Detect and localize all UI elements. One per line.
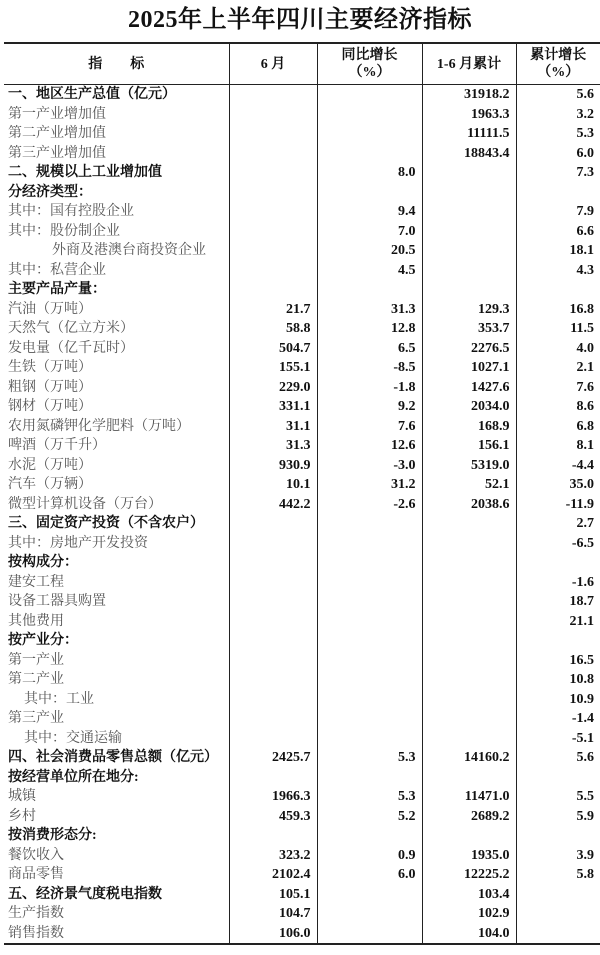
table-row <box>4 378 600 398</box>
table-row <box>4 768 600 788</box>
header-cumulative-growth <box>516 43 600 85</box>
cumulative-value: 52.1 <box>422 475 516 495</box>
table-row <box>4 865 600 885</box>
cumulative-value: 102.9 <box>422 904 516 924</box>
cumulative-growth-value: 5.8 <box>516 865 600 885</box>
header-cum-growth-unit: （%） <box>537 65 580 80</box>
table-row <box>4 670 600 690</box>
cumulative-value: 129.3 <box>422 300 516 320</box>
june-value: 1966.3 <box>229 787 317 807</box>
row-label: 其中：国有控股企业 <box>8 204 134 219</box>
table-row <box>4 631 600 651</box>
cumulative-growth-value <box>516 826 600 846</box>
row-label: 其中：房地产开发投资 <box>8 535 148 551</box>
june-value: 105.1 <box>229 885 317 905</box>
cumulative-growth-value: -6.5 <box>516 534 600 554</box>
row-label: 一、地区生产总值（亿元） <box>8 87 176 102</box>
table-row <box>4 105 600 125</box>
row-label: 四、社会消费品零售总额（亿元） <box>8 750 218 765</box>
cumulative-value <box>422 163 516 183</box>
cumulative-growth-value: 16.5 <box>516 651 600 671</box>
cumulative-value <box>422 241 516 261</box>
june-value: 58.8 <box>229 319 317 339</box>
june-value <box>229 261 317 281</box>
june-value <box>229 280 317 300</box>
row-label: 销售指数 <box>4 924 229 945</box>
yoy-growth-value <box>317 183 422 203</box>
yoy-growth-value <box>317 768 422 788</box>
cumulative-value <box>422 690 516 710</box>
yoy-growth-value <box>317 553 422 573</box>
row-label: 微型计算机设备（万台） <box>8 496 162 512</box>
june-value <box>229 105 317 125</box>
row-label: 汽油（万吨） <box>8 301 92 317</box>
cumulative-growth-value: 2.7 <box>516 514 600 534</box>
row-label: 设备工器具购置 <box>8 594 106 609</box>
row-label: 其中：工业 <box>24 691 94 707</box>
cumulative-value <box>422 826 516 846</box>
row-label: 第二产业 <box>8 672 64 687</box>
row-label: 农用氮磷钾化学肥料（万吨） <box>8 418 190 434</box>
cumulative-value <box>422 222 516 242</box>
table-row <box>4 397 600 417</box>
yoy-growth-value <box>317 592 422 612</box>
cumulative-value: 5319.0 <box>422 456 516 476</box>
table-row <box>4 651 600 671</box>
yoy-growth-value: 20.5 <box>317 241 422 261</box>
cumulative-growth-value: 10.8 <box>516 670 600 690</box>
june-value <box>229 124 317 144</box>
table-row <box>4 222 600 242</box>
cumulative-value: 104.0 <box>422 924 516 945</box>
june-value: 155.1 <box>229 358 317 378</box>
cumulative-value: 11471.0 <box>422 787 516 807</box>
table-row <box>4 475 600 495</box>
june-value <box>229 651 317 671</box>
cumulative-value: 18843.4 <box>422 144 516 164</box>
cumulative-value <box>422 612 516 632</box>
june-value <box>229 241 317 261</box>
june-value <box>229 612 317 632</box>
yoy-growth-value: 0.9 <box>317 846 422 866</box>
yoy-growth-value: 9.2 <box>317 397 422 417</box>
yoy-growth-value <box>317 514 422 534</box>
cumulative-value <box>422 768 516 788</box>
cumulative-growth-value: -1.6 <box>516 573 600 593</box>
table-row <box>4 534 600 554</box>
cumulative-value: 1963.3 <box>422 105 516 125</box>
row-label: 五、经济景气度税电指数 <box>8 886 162 902</box>
row-label: 三、固定资产投资（不含农户） <box>8 516 204 531</box>
row-label: 其中：股份制企业 <box>8 223 120 239</box>
row-label: 城镇 <box>8 789 36 804</box>
table-row <box>4 592 600 612</box>
cumulative-value <box>422 202 516 222</box>
june-value <box>229 709 317 729</box>
table-row <box>4 144 600 164</box>
cumulative-growth-value <box>516 885 600 905</box>
header-cumulative <box>422 43 516 85</box>
table-row <box>4 924 600 945</box>
june-value <box>229 202 317 222</box>
row-label: 粗钢（万吨） <box>8 379 92 395</box>
june-value <box>229 85 317 105</box>
cumulative-growth-value: 6.8 <box>516 417 600 437</box>
row-label: 水泥（万吨） <box>8 457 92 473</box>
economic-indicators-table <box>4 42 600 945</box>
row-label: 按构成分： <box>8 555 78 570</box>
table-row <box>4 514 600 534</box>
header-cumulative-label: 1-6 月累计 <box>436 56 502 72</box>
cumulative-growth-value <box>516 924 600 945</box>
cumulative-value <box>422 670 516 690</box>
table-row <box>4 748 600 768</box>
yoy-growth-value <box>317 85 422 105</box>
cumulative-growth-value: 5.9 <box>516 807 600 827</box>
cumulative-growth-value: 11.5 <box>516 319 600 339</box>
cumulative-growth-value: -4.4 <box>516 456 600 476</box>
yoy-growth-value: 5.3 <box>317 748 422 768</box>
yoy-growth-value: 4.5 <box>317 261 422 281</box>
yoy-growth-value: -2.6 <box>317 495 422 515</box>
yoy-growth-value: 9.4 <box>317 202 422 222</box>
header-june-label: 6 月 <box>260 56 286 72</box>
table-row <box>4 709 600 729</box>
yoy-growth-value: 6.5 <box>317 339 422 359</box>
row-label: 商品零售 <box>8 867 64 882</box>
cumulative-growth-value: 7.9 <box>516 202 600 222</box>
yoy-growth-value: -1.8 <box>317 378 422 398</box>
row-label: 按产业分： <box>8 633 78 648</box>
yoy-growth-value <box>317 670 422 690</box>
cumulative-growth-value: 2.1 <box>516 358 600 378</box>
yoy-growth-value <box>317 729 422 749</box>
june-value: 104.7 <box>229 904 317 924</box>
table-row <box>4 787 600 807</box>
yoy-growth-value <box>317 904 422 924</box>
cumulative-growth-value: 5.3 <box>516 124 600 144</box>
row-label: 生产指数 <box>8 906 64 921</box>
yoy-growth-value: 31.3 <box>317 300 422 320</box>
june-value: 331.1 <box>229 397 317 417</box>
cumulative-value <box>422 709 516 729</box>
cumulative-growth-value <box>516 280 600 300</box>
table-row <box>4 436 600 456</box>
header-yoy-label: 同比增长 <box>341 48 398 63</box>
table-row <box>4 241 600 261</box>
cumulative-growth-value: 3.9 <box>516 846 600 866</box>
table-row <box>4 202 600 222</box>
cumulative-value <box>422 183 516 203</box>
cumulative-growth-value: 7.6 <box>516 378 600 398</box>
yoy-growth-value: 5.3 <box>317 787 422 807</box>
cumulative-value: 168.9 <box>422 417 516 437</box>
june-value <box>229 534 317 554</box>
row-label: 第三产业 <box>8 711 64 726</box>
june-value: 504.7 <box>229 339 317 359</box>
yoy-growth-value <box>317 534 422 554</box>
row-label: 其中：私营企业 <box>8 262 106 278</box>
table-row <box>4 456 600 476</box>
june-value <box>229 768 317 788</box>
cumulative-growth-value <box>516 768 600 788</box>
table-row <box>4 807 600 827</box>
cumulative-value <box>422 631 516 651</box>
cumulative-value: 353.7 <box>422 319 516 339</box>
row-label: 啤酒（万千升） <box>8 438 106 453</box>
cumulative-growth-value: 4.3 <box>516 261 600 281</box>
yoy-growth-value <box>317 826 422 846</box>
june-value <box>229 690 317 710</box>
yoy-growth-value <box>317 709 422 729</box>
cumulative-value: 31918.2 <box>422 85 516 105</box>
june-value <box>229 826 317 846</box>
table-row <box>4 183 600 203</box>
yoy-growth-value <box>317 924 422 945</box>
yoy-growth-value <box>317 124 422 144</box>
table-row <box>4 358 600 378</box>
row-label: 二、规模以上工业增加值 <box>8 165 162 180</box>
cumulative-value <box>422 280 516 300</box>
table-row <box>4 280 600 300</box>
june-value <box>229 729 317 749</box>
row-label: 餐饮收入 <box>8 847 64 863</box>
table-body <box>4 85 600 945</box>
cumulative-growth-value <box>516 631 600 651</box>
june-value: 459.3 <box>229 807 317 827</box>
june-value <box>229 163 317 183</box>
table-row <box>4 124 600 144</box>
row-label: 第二产业增加值 <box>8 126 106 141</box>
cumulative-growth-value: 35.0 <box>516 475 600 495</box>
yoy-growth-value: 7.6 <box>317 417 422 437</box>
june-value <box>229 670 317 690</box>
table-row <box>4 690 600 710</box>
table-row <box>4 573 600 593</box>
june-value: 442.2 <box>229 495 317 515</box>
cumulative-growth-value: 8.1 <box>516 436 600 456</box>
cumulative-value: 2038.6 <box>422 495 516 515</box>
row-label: 钢材（万吨） <box>8 399 92 414</box>
yoy-growth-value <box>317 885 422 905</box>
cumulative-value <box>422 729 516 749</box>
table-row <box>4 85 600 105</box>
row-label: 其他费用 <box>8 613 64 629</box>
cumulative-value <box>422 261 516 281</box>
yoy-growth-value <box>317 690 422 710</box>
june-value: 21.7 <box>229 300 317 320</box>
table-row <box>4 826 600 846</box>
row-label: 外商及港澳台商投资企业 <box>52 243 206 258</box>
cumulative-growth-value: 6.6 <box>516 222 600 242</box>
table-row <box>4 885 600 905</box>
cumulative-value <box>422 651 516 671</box>
cumulative-growth-value: 7.3 <box>516 163 600 183</box>
row-label: 其中：交通运输 <box>24 730 122 746</box>
cumulative-growth-value: 10.9 <box>516 690 600 710</box>
header-indicator <box>4 43 229 85</box>
cumulative-growth-value: 6.0 <box>516 144 600 164</box>
cumulative-growth-value: 3.2 <box>516 105 600 125</box>
header-indicator-label: 指 标 <box>88 56 145 72</box>
yoy-growth-value <box>317 612 422 632</box>
june-value <box>229 144 317 164</box>
june-value <box>229 222 317 242</box>
yoy-growth-value <box>317 631 422 651</box>
cumulative-value <box>422 534 516 554</box>
yoy-growth-value: 12.6 <box>317 436 422 456</box>
cumulative-growth-value <box>516 553 600 573</box>
cumulative-value <box>422 592 516 612</box>
yoy-growth-value <box>317 144 422 164</box>
cumulative-growth-value: 5.6 <box>516 85 600 105</box>
cumulative-value: 12225.2 <box>422 865 516 885</box>
cumulative-value: 2034.0 <box>422 397 516 417</box>
cumulative-growth-value: -5.1 <box>516 729 600 749</box>
row-label: 按经营单位所在地分: <box>8 769 139 785</box>
row-label: 生铁（万吨） <box>8 360 92 375</box>
june-value: 31.1 <box>229 417 317 437</box>
cumulative-value: 1027.1 <box>422 358 516 378</box>
table-row <box>4 846 600 866</box>
june-value <box>229 514 317 534</box>
yoy-growth-value <box>317 651 422 671</box>
cumulative-value: 14160.2 <box>422 748 516 768</box>
table-row <box>4 729 600 749</box>
row-label: 汽车（万辆） <box>8 477 92 492</box>
header-yoy-unit: （%） <box>348 65 391 80</box>
cumulative-growth-value <box>516 904 600 924</box>
yoy-growth-value: 5.2 <box>317 807 422 827</box>
table-row <box>4 261 600 281</box>
table-row <box>4 319 600 339</box>
june-value: 10.1 <box>229 475 317 495</box>
cumulative-growth-value <box>516 183 600 203</box>
cumulative-growth-value: 8.6 <box>516 397 600 417</box>
june-value: 31.3 <box>229 436 317 456</box>
row-label: 发电量（亿千瓦时） <box>8 340 134 356</box>
june-value: 2425.7 <box>229 748 317 768</box>
yoy-growth-value: 7.0 <box>317 222 422 242</box>
yoy-growth-value: 31.2 <box>317 475 422 495</box>
cumulative-value: 1427.6 <box>422 378 516 398</box>
cumulative-growth-value: 18.7 <box>516 592 600 612</box>
cumulative-value <box>422 514 516 534</box>
june-value: 106.0 <box>229 924 317 945</box>
row-label: 主要产品产量： <box>8 282 106 297</box>
yoy-growth-value: -8.5 <box>317 358 422 378</box>
yoy-growth-value <box>317 105 422 125</box>
june-value: 2102.4 <box>229 865 317 885</box>
cumulative-growth-value: 5.6 <box>516 748 600 768</box>
june-value: 930.9 <box>229 456 317 476</box>
row-label: 分经济类型： <box>8 184 92 200</box>
row-label: 第三产业增加值 <box>8 145 106 161</box>
table-row <box>4 163 600 183</box>
june-value <box>229 573 317 593</box>
cumulative-value <box>422 573 516 593</box>
row-label: 按消费形态分: <box>8 828 97 843</box>
row-label: 乡村 <box>8 808 36 824</box>
cumulative-value: 103.4 <box>422 885 516 905</box>
table-header-row <box>4 43 600 85</box>
cumulative-growth-value: 21.1 <box>516 612 600 632</box>
row-label: 第一产业增加值 <box>8 106 106 122</box>
cumulative-value: 1935.0 <box>422 846 516 866</box>
cumulative-growth-value: -11.9 <box>516 495 600 515</box>
table-row <box>4 553 600 573</box>
june-value <box>229 183 317 203</box>
header-cum-growth-label: 累计增长 <box>530 48 587 63</box>
table-row <box>4 417 600 437</box>
cumulative-growth-value: 18.1 <box>516 241 600 261</box>
cumulative-value: 156.1 <box>422 436 516 456</box>
june-value: 323.2 <box>229 846 317 866</box>
table-row <box>4 612 600 632</box>
row-label: 第一产业 <box>8 652 64 668</box>
yoy-growth-value: 6.0 <box>317 865 422 885</box>
header-yoy-growth <box>317 43 422 85</box>
table-row <box>4 300 600 320</box>
table-row <box>4 904 600 924</box>
header-june <box>229 43 317 85</box>
june-value <box>229 592 317 612</box>
yoy-growth-value <box>317 573 422 593</box>
cumulative-growth-value: 16.8 <box>516 300 600 320</box>
yoy-growth-value: 12.8 <box>317 319 422 339</box>
yoy-growth-value <box>317 280 422 300</box>
cumulative-growth-value: 4.0 <box>516 339 600 359</box>
june-value <box>229 631 317 651</box>
table-row <box>4 495 600 515</box>
cumulative-value: 2689.2 <box>422 807 516 827</box>
cumulative-value: 11111.5 <box>422 124 516 144</box>
cumulative-value: 2276.5 <box>422 339 516 359</box>
cumulative-growth-value: -1.4 <box>516 709 600 729</box>
row-label: 天然气（亿立方米） <box>8 321 134 336</box>
june-value <box>229 553 317 573</box>
cumulative-value <box>422 553 516 573</box>
yoy-growth-value: 8.0 <box>317 163 422 183</box>
row-label: 建安工程 <box>8 574 64 590</box>
cumulative-growth-value: 5.5 <box>516 787 600 807</box>
table-row <box>4 339 600 359</box>
yoy-growth-value: -3.0 <box>317 456 422 476</box>
june-value: 229.0 <box>229 378 317 398</box>
page-title: 2025年上半年四川主要经济指标 <box>128 7 472 33</box>
